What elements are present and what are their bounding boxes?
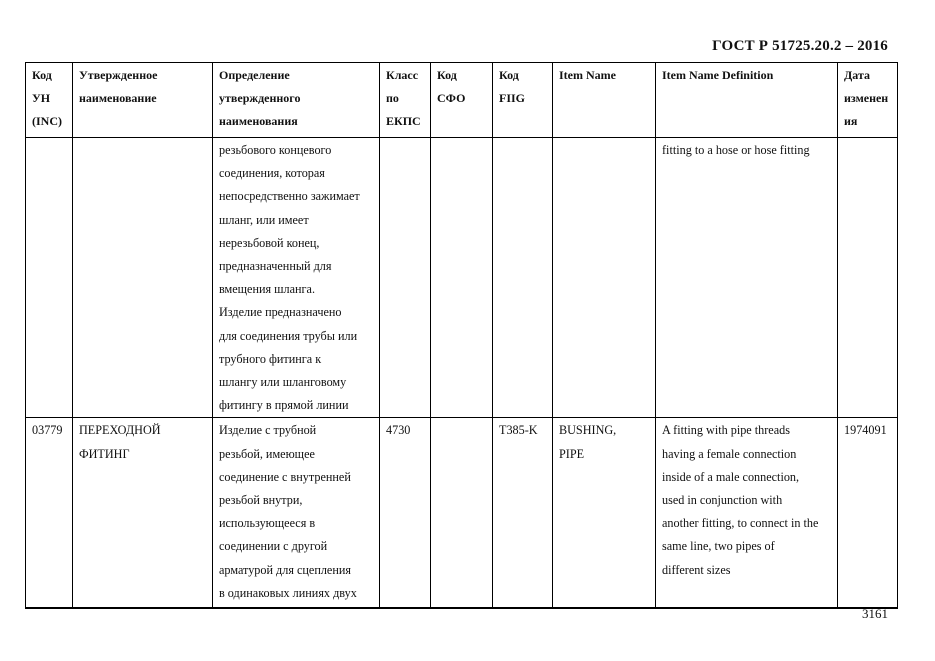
column-header-definition: Определение утвержденного наименования xyxy=(213,63,380,138)
cell-fiig-code xyxy=(493,138,553,418)
cell-fiig-code: T385-K xyxy=(493,418,553,608)
cell-change-date: 1974091 xyxy=(838,418,898,608)
cell-definition: Изделие с трубной резьбой, имеющее соединение с внутренней резьбой внутри, использующееся в соединении с другой арматурой для сцепления в одинаковых линиях двух xyxy=(213,418,380,608)
page-number: 3161 xyxy=(862,606,888,621)
table-row xyxy=(26,418,898,608)
cell-approved-name: ПЕРЕХОДНОЙ ФИТИНГ xyxy=(73,418,213,608)
cell-sfo-code xyxy=(431,138,493,418)
cell-item-name: BUSHING, PIPE xyxy=(553,418,656,608)
column-header-sfo-code: Код СФО xyxy=(431,63,493,138)
column-header-approved-name: Утвержденное наименование xyxy=(73,63,213,138)
column-header-inc: Код УН (INC) xyxy=(26,63,73,138)
nomenclature-table xyxy=(25,62,898,609)
cell-inc xyxy=(26,138,73,418)
table-row xyxy=(26,138,898,418)
column-header-fiig-code: Код FIIG xyxy=(493,63,553,138)
column-header-change-date: Дата изменен ия xyxy=(838,63,898,138)
cell-approved-name xyxy=(73,138,213,418)
table-header-row xyxy=(26,63,898,138)
cell-inc: 03779 xyxy=(26,418,73,608)
column-header-item-name: Item Name xyxy=(553,63,656,138)
cell-ekps-class: 4730 xyxy=(380,418,431,608)
column-header-item-name-definition: Item Name Definition xyxy=(656,63,838,138)
document-title: ГОСТ Р 51725.20.2 – 2016 xyxy=(712,38,888,54)
cell-item-name-definition: fitting to a hose or hose fitting xyxy=(656,138,838,418)
cell-ekps-class xyxy=(380,138,431,418)
cell-item-name-definition: A fitting with pipe threads having a female connection inside of a male connection, used in conjunction with another fitting, to connect in the same line, two pipes of different sizes xyxy=(656,418,838,608)
cell-item-name xyxy=(553,138,656,418)
cell-change-date xyxy=(838,138,898,418)
column-header-ekps-class: Класс по ЕКПС xyxy=(380,63,431,138)
cell-sfo-code xyxy=(431,418,493,608)
cell-definition: резьбового концевого соединения, которая непосредственно зажимает шланг, или имеет нерезьбовой конец, предназначенный для вмещения шланга. Изделие предназначено для соединения трубы или трубного фитинга к шлангу или шланговому фитингу в прямой линии xyxy=(213,138,380,418)
